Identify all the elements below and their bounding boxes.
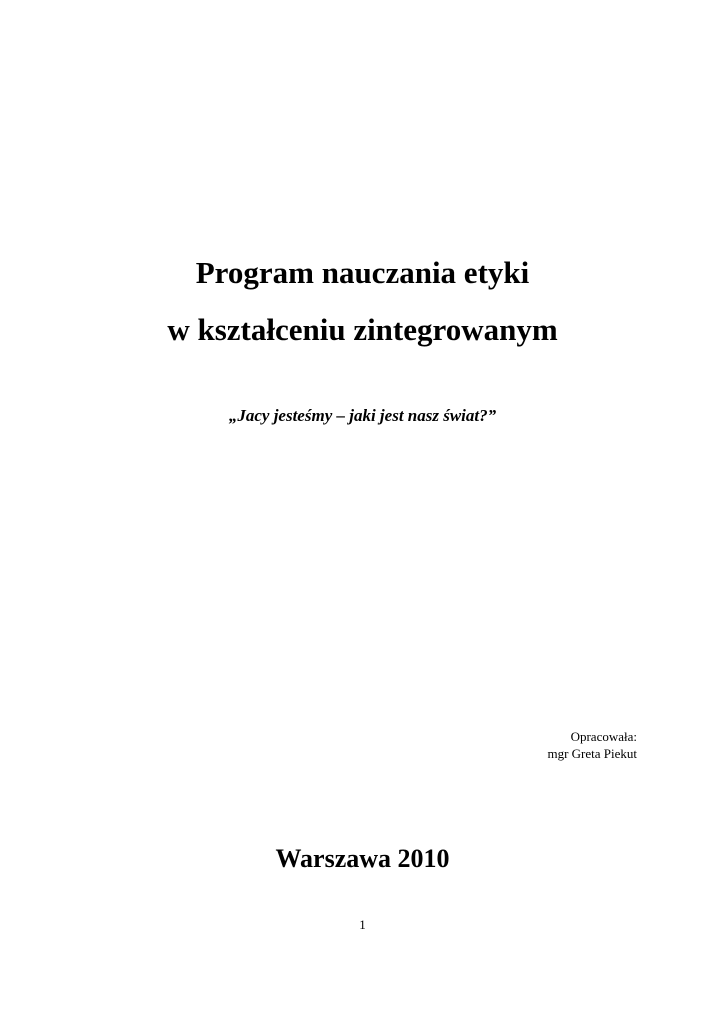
title-line-1: Program nauczania etyki: [195, 255, 530, 290]
author-block: [547, 728, 637, 762]
author-name: mgr Greta Piekut: [547, 746, 637, 761]
subtitle: „Jacy jesteśmy – jaki jest nasz świat?”: [228, 406, 497, 425]
page-number: 1: [359, 917, 366, 932]
author-label: Opracowała:: [570, 729, 637, 744]
title-line-2: w kształceniu zintegrowanym: [167, 312, 558, 347]
place-and-year: Warszawa 2010: [275, 844, 450, 873]
